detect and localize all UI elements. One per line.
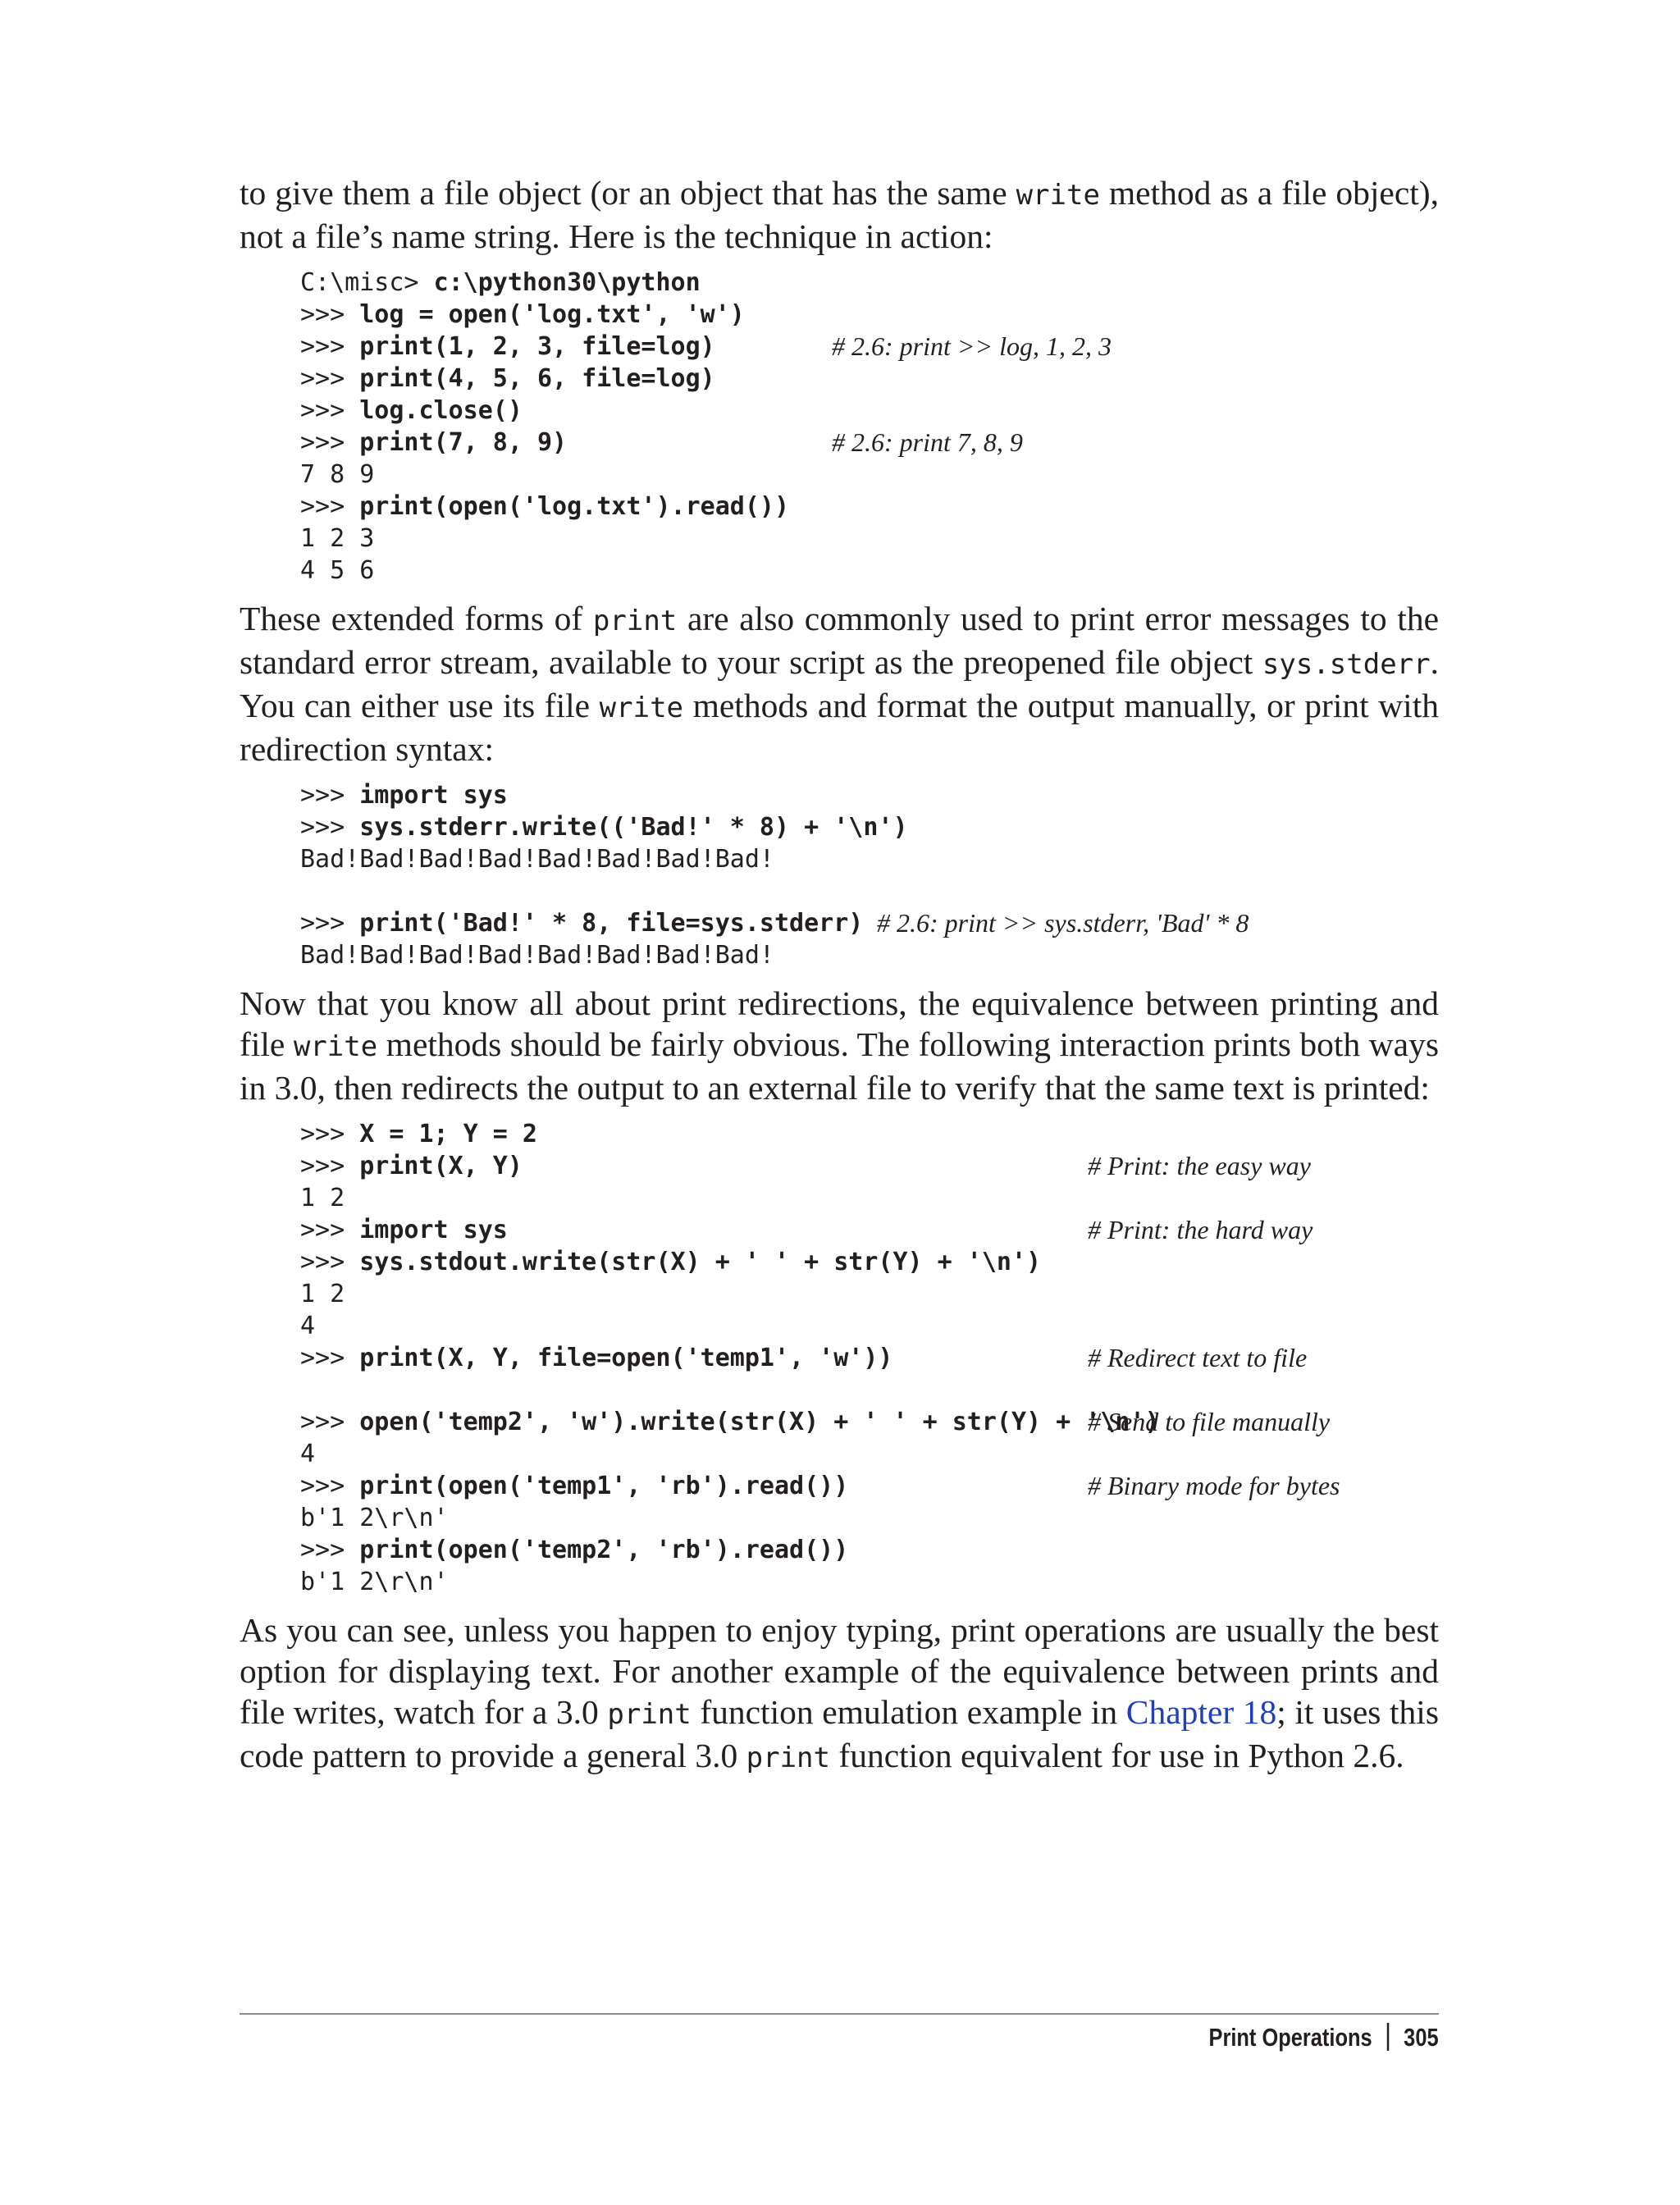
- code-comment: # 2.6: print >> log, 1, 2, 3: [832, 331, 1112, 361]
- code-line: [300, 555, 1439, 587]
- code-prompt-or-output: b'1 2\r\n': [300, 1504, 449, 1532]
- code-prompt-or-output: >>>: [300, 1248, 360, 1276]
- code-line: [300, 1406, 1439, 1438]
- text-run: function emulation example in: [691, 1693, 1126, 1731]
- code-prompt-or-output: >>>: [300, 332, 360, 361]
- inline-code: print: [746, 1742, 830, 1774]
- code-prompt-or-output: 4: [300, 1312, 316, 1340]
- code-line: [300, 491, 1439, 523]
- inline-code: sys.stderr: [1262, 648, 1431, 681]
- code-prompt-or-output: Bad!Bad!Bad!Bad!Bad!Bad!Bad!Bad!: [300, 845, 774, 874]
- text-run: ; it uses this code pattern to provide a general 3.0: [240, 1693, 1439, 1774]
- code-line: [300, 907, 1439, 939]
- code-line: [300, 1278, 1439, 1310]
- code-line: [300, 1470, 1439, 1502]
- code-prompt-or-output: >>>: [300, 1536, 360, 1564]
- code-input: print(7, 8, 9): [359, 428, 568, 457]
- code-prompt-or-output: 1 2: [300, 1184, 345, 1212]
- code-prompt-or-output: 4: [300, 1440, 316, 1468]
- equivalence-paragraph: [240, 983, 1439, 1108]
- code-line: [300, 875, 1439, 907]
- code-prompt-or-output: >>>: [300, 300, 360, 329]
- page-footer: [1209, 2023, 1439, 2052]
- page-body: [240, 172, 1439, 1778]
- code-prompt-or-output: >>>: [300, 1408, 360, 1436]
- code-prompt-or-output: >>>: [300, 1216, 360, 1244]
- code-block-3: [300, 1118, 1439, 1598]
- inline-code: write: [1016, 179, 1100, 212]
- code-line: [300, 1374, 1439, 1406]
- code-line: [300, 779, 1439, 811]
- page-number: 305: [1404, 2023, 1439, 2052]
- code-line: [300, 299, 1439, 331]
- code-prompt-or-output: >>>: [300, 364, 360, 393]
- code-input: print('Bad!' * 8, file=sys.stderr): [359, 909, 864, 938]
- stderr-paragraph: [240, 598, 1439, 769]
- code-prompt-or-output: 1 2: [300, 1280, 345, 1308]
- text-run: methods and format the output manually, or print with redirection syntax:: [240, 687, 1439, 768]
- code-comment: # Redirect text to file: [1088, 1343, 1308, 1372]
- code-input: sys.stdout.write(str(X) + ' ' + str(Y) + '\n'): [359, 1248, 1042, 1276]
- text-run: These extended forms of: [240, 600, 593, 637]
- code-prompt-or-output: C:\misc>: [300, 268, 434, 297]
- code-input: print(X, Y): [359, 1152, 523, 1180]
- code-line: [300, 395, 1439, 427]
- code-line: [300, 843, 1439, 875]
- code-prompt-or-output: >>>: [300, 909, 360, 938]
- inline-code: print: [592, 605, 678, 637]
- code-comment: # Print: the hard way: [1088, 1215, 1313, 1244]
- code-prompt-or-output: >>>: [300, 396, 360, 425]
- code-line: [300, 1150, 1439, 1182]
- code-block-1: [300, 267, 1439, 587]
- text-run: Now that you know all about print redirections, the equivalence between printing and file: [240, 984, 1439, 1063]
- footer-divider: [240, 2013, 1439, 2015]
- code-line: [300, 1182, 1439, 1214]
- code-line: [300, 523, 1439, 555]
- code-input: open('temp2', 'w').write(str(X) + ' ' + str(Y) + '\n'): [359, 1408, 1160, 1436]
- code-line: [300, 1310, 1439, 1342]
- inline-code: write: [599, 692, 684, 724]
- code-input: log = open('log.txt', 'w'): [359, 300, 745, 329]
- code-line: [300, 267, 1439, 299]
- code-prompt-or-output: 7 8 9: [300, 460, 375, 489]
- code-input: print(X, Y, file=open('temp1', 'w')): [359, 1344, 893, 1372]
- code-line: [300, 1502, 1439, 1534]
- code-line: [300, 459, 1439, 491]
- code-comment: # Send to file manually: [1088, 1407, 1331, 1436]
- code-line: [300, 1534, 1439, 1566]
- code-input: c:\python30\python: [433, 268, 701, 297]
- closing-paragraph: [240, 1609, 1439, 1778]
- code-input: import sys: [359, 781, 508, 810]
- code-prompt-or-output: 4 5 6: [300, 556, 375, 585]
- code-line: [300, 1438, 1439, 1470]
- chapter-18-link[interactable]: Chapter 18: [1125, 1693, 1277, 1731]
- inline-code: write: [293, 1030, 378, 1063]
- inline-code: print: [607, 1698, 692, 1731]
- code-line: [300, 1214, 1439, 1246]
- code-prompt-or-output: >>>: [300, 781, 360, 810]
- code-input: log.close(): [359, 396, 523, 425]
- code-prompt-or-output: >>>: [300, 1152, 360, 1180]
- footer-separator: [1387, 2023, 1389, 2051]
- code-input: print(1, 2, 3, file=log): [359, 332, 715, 361]
- code-line: [300, 331, 1439, 363]
- text-run: method as a file object), not a file’s name string. Here is the technique in action:: [240, 174, 1439, 255]
- code-line: [300, 427, 1439, 459]
- code-prompt-or-output: b'1 2\r\n': [300, 1568, 449, 1596]
- code-input: print(4, 5, 6, file=log): [359, 364, 715, 393]
- code-prompt-or-output: >>>: [300, 1472, 360, 1500]
- text-run: are also commonly used to print error messages to the standard error stream, available to your script as the preopened file object: [240, 600, 1439, 681]
- code-prompt-or-output: >>>: [300, 428, 360, 457]
- code-comment: # 2.6: print 7, 8, 9: [832, 427, 1023, 457]
- code-comment: # Binary mode for bytes: [1088, 1471, 1340, 1500]
- code-line: [300, 811, 1439, 843]
- code-prompt-or-output: 1 2 3: [300, 524, 375, 553]
- code-line: [300, 939, 1439, 971]
- text-run: to give them a file object (or an object that has the same: [240, 174, 1016, 212]
- code-line: [300, 1566, 1439, 1598]
- code-line: [300, 363, 1439, 395]
- footer-section-title: Print Operations: [1208, 2023, 1373, 2052]
- text-run: As you can see, unless you happen to enjoy typing, print operations are usually the best option for displaying text. For another example of the equivalence between prints and file writes, watch for a 3.0: [240, 1611, 1439, 1731]
- code-input: import sys: [359, 1216, 508, 1244]
- text-run: methods should be fairly obvious. The following interaction prints both ways in 3.0, then redirects the output to an external file to verify that the same text is printed:: [240, 1025, 1439, 1107]
- text-run: . You can either use its file: [240, 643, 1439, 724]
- code-input: print(open('temp2', 'rb').read()): [359, 1536, 849, 1564]
- code-line: [300, 1246, 1439, 1278]
- code-prompt-or-output: >>>: [300, 1344, 360, 1372]
- intro-paragraph: [240, 172, 1439, 257]
- code-comment: # 2.6: print >> sys.stderr, 'Bad' * 8: [877, 908, 1249, 938]
- code-input: print(open('log.txt').read()): [359, 492, 790, 521]
- code-input: X = 1; Y = 2: [359, 1120, 537, 1148]
- code-line: [300, 1342, 1439, 1374]
- code-prompt-or-output: >>>: [300, 1120, 360, 1148]
- code-comment: # Print: the easy way: [1088, 1151, 1311, 1180]
- code-block-2: [300, 779, 1439, 971]
- code-line: [300, 1118, 1439, 1150]
- code-prompt-or-output: >>>: [300, 813, 360, 842]
- code-input: print(open('temp1', 'rb').read()): [359, 1472, 849, 1500]
- code-input: sys.stderr.write(('Bad!' * 8) + '\n'): [359, 813, 908, 842]
- text-run: function equivalent for use in Python 2.6.: [830, 1737, 1404, 1774]
- code-prompt-or-output: >>>: [300, 492, 360, 521]
- code-prompt-or-output: Bad!Bad!Bad!Bad!Bad!Bad!Bad!Bad!: [300, 941, 774, 970]
